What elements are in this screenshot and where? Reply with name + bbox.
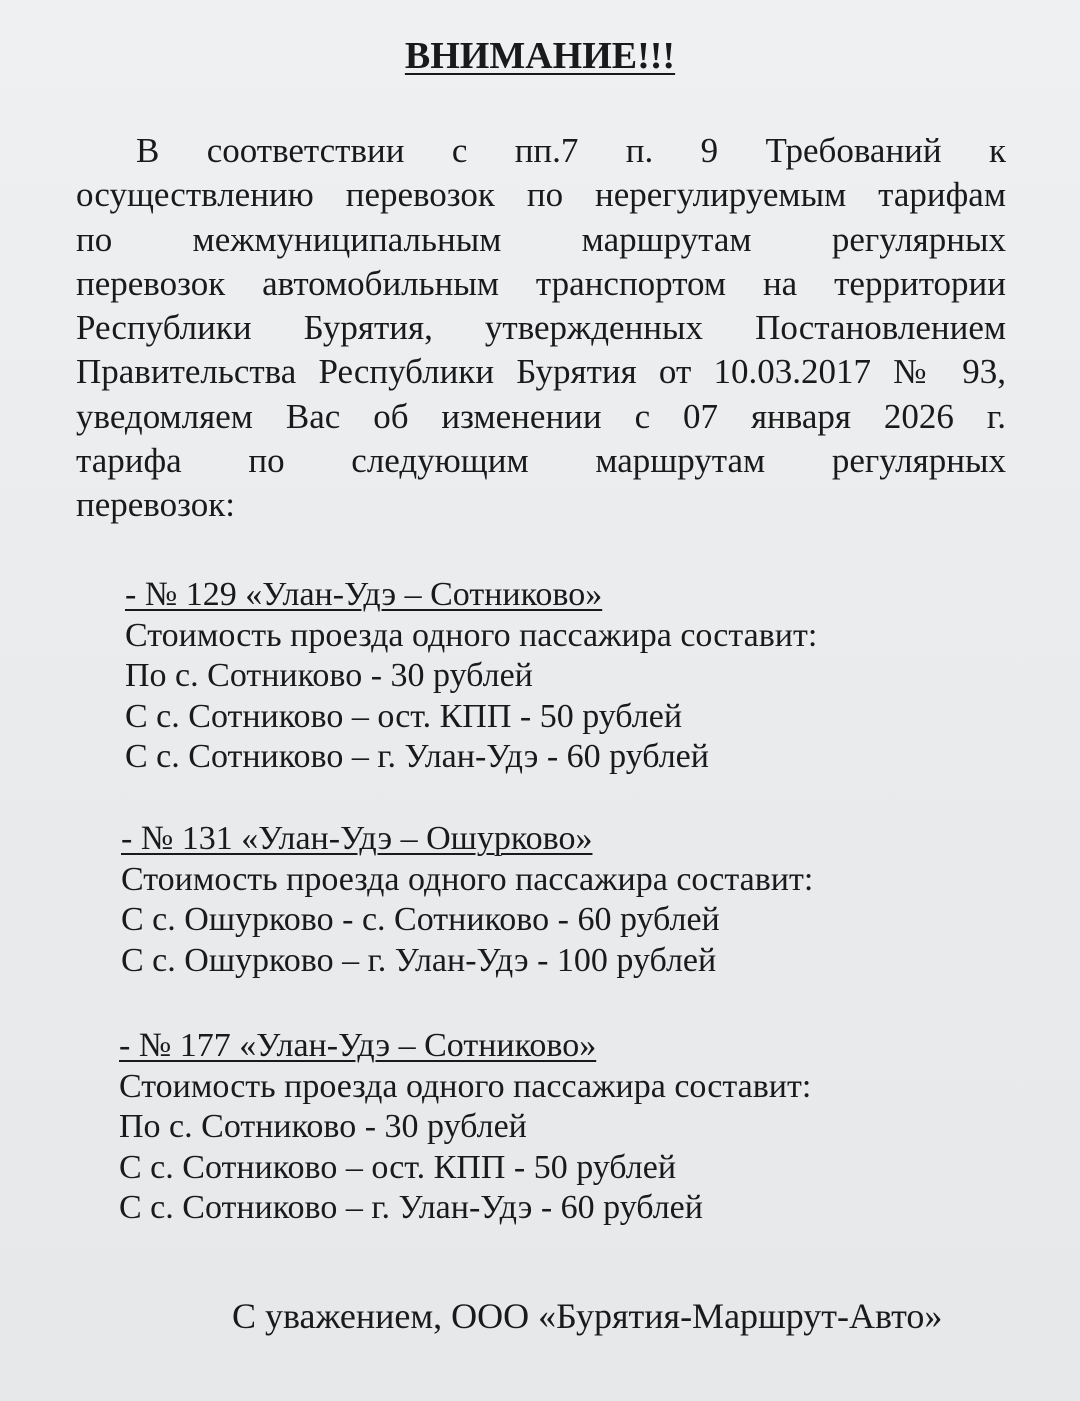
fare-line: С с. Сотниково – г. Улан-Удэ - 60 рублей — [125, 738, 709, 775]
fare-line: По с. Сотниково - 30 рублей — [125, 657, 533, 694]
fare-line: С с. Сотниково – г. Улан-Удэ - 60 рублей — [119, 1189, 703, 1226]
route-block-131 — [121, 819, 813, 981]
intro-paragraph — [76, 129, 1006, 528]
cost-intro: Стоимость проезда одного пассажира составит: — [121, 860, 814, 898]
intro-line: тарифа по следующим маршрутам регулярных — [76, 441, 1006, 481]
notice-title — [0, 32, 1080, 80]
intro-line: по межмуниципальным маршрутам регулярных — [76, 219, 1006, 259]
route-block-129 — [125, 575, 817, 778]
intro-line: Правительства Республики Бурятия от 10.03.2017 № 93, — [76, 352, 1006, 392]
intro-line: уведомляем Вас об изменении с 07 января 2026 г. — [76, 396, 1006, 436]
cost-intro: Стоимость проезда одного пассажира составит: — [125, 616, 818, 654]
notice-title-text: ВНИМАНИЕ!!! — [404, 35, 676, 77]
route-header: - № 129 «Улан-Удэ – Сотниково» — [125, 576, 603, 613]
fare-line: С с. Ошурково - с. Сотниково - 60 рублей — [121, 901, 720, 938]
intro-line: перевозок автомобильным транспортом на территории — [76, 263, 1006, 303]
intro-line: осуществлению перевозок по нерегулируемым тарифам — [76, 175, 1006, 215]
fare-line: С с. Сотниково – ост. КПП - 50 рублей — [125, 697, 683, 735]
fare-line: По с. Сотниково - 30 рублей — [119, 1108, 527, 1145]
intro-line: перевозок: — [76, 485, 235, 525]
fare-line: С с. Ошурково – г. Улан-Удэ - 100 рублей — [121, 941, 717, 979]
signature: С уважением, ООО «Бурятия-Маршрут-Авто» — [232, 1296, 943, 1336]
route-header: - № 131 «Улан-Удэ – Ошурково» — [121, 820, 593, 857]
cost-intro: Стоимость проезда одного пассажира составит: — [119, 1067, 812, 1105]
route-header: - № 177 «Улан-Удэ – Сотниково» — [119, 1027, 597, 1064]
route-block-177 — [119, 1026, 811, 1229]
intro-line: Республики Бурятия, утвержденных Постановлением — [76, 308, 1006, 348]
intro-line: В соответствии с пп.7 п. 9 Требований к — [136, 131, 1006, 170]
fare-line: С с. Сотниково – ост. КПП - 50 рублей — [119, 1148, 677, 1186]
